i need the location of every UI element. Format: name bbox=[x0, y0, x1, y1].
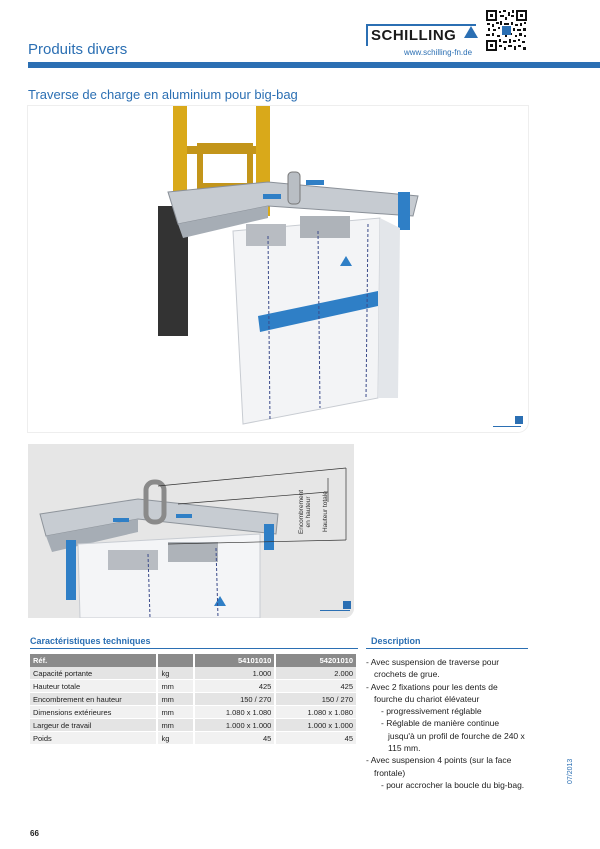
row-value-1: 425 bbox=[194, 680, 276, 693]
specs-heading: Caractéristiques techniques bbox=[30, 636, 151, 646]
row-label: Poids bbox=[30, 732, 157, 745]
list-item: - Avec 2 fixations pour les dents de fourche du chariot élévateur bbox=[366, 681, 498, 704]
list-item: - progressivement réglable bbox=[381, 706, 482, 717]
table-row bbox=[30, 732, 357, 745]
row-value-2: 2.000 bbox=[275, 667, 357, 680]
list-item: - Réglable de manière continue jusqu'à un profil de fourche de 240 x 115 mm. bbox=[381, 718, 525, 754]
col-header-ref: Réf. bbox=[30, 654, 157, 667]
row-unit: mm bbox=[157, 706, 193, 719]
row-label: Largeur de travail bbox=[30, 719, 157, 732]
list-item: - pour accrocher la boucle du big-bag. bbox=[381, 779, 525, 790]
row-value-1: 1.000 x 1.000 bbox=[194, 719, 276, 732]
col-header-unit bbox=[157, 654, 193, 667]
row-value-2: 45 bbox=[275, 732, 357, 745]
row-value-2: 425 bbox=[275, 680, 357, 693]
list-item: - Avec suspension 4 points (sur la face frontale) bbox=[366, 755, 512, 778]
description-heading: Description bbox=[371, 636, 421, 646]
row-label: Hauteur totale bbox=[30, 680, 157, 693]
row-value-1: 45 bbox=[194, 732, 276, 745]
row-unit: mm bbox=[157, 719, 193, 732]
table-row bbox=[30, 719, 357, 732]
row-value-1: 1.000 bbox=[194, 667, 276, 680]
row-value-2: 1.080 x 1.080 bbox=[275, 706, 357, 719]
website-link[interactable]: www.schilling-fn.de bbox=[404, 48, 473, 57]
col-header-54101010: 54101010 bbox=[194, 654, 276, 667]
description-list bbox=[366, 656, 528, 791]
row-value-2: 1.000 x 1.000 bbox=[275, 719, 357, 732]
table-row bbox=[30, 667, 357, 680]
row-unit: kg bbox=[157, 667, 193, 680]
list-item: - Avec suspension de traverse pour crochets de grue. bbox=[366, 657, 500, 680]
table-row bbox=[30, 693, 357, 706]
row-value-1: 150 / 270 bbox=[194, 693, 276, 706]
photo-corner-line bbox=[320, 610, 350, 611]
logo-triangle-icon bbox=[464, 26, 478, 38]
page-number: 66 bbox=[30, 829, 39, 838]
dimension-label-clearance: Encombrement en hauteur bbox=[298, 489, 312, 535]
row-unit: mm bbox=[157, 693, 193, 706]
schilling-logo bbox=[366, 20, 481, 48]
spec-table-header bbox=[30, 654, 357, 667]
table-row bbox=[30, 706, 357, 719]
col-header-54201010: 54201010 bbox=[275, 654, 357, 667]
logo-text-1: SCHIL bbox=[371, 27, 419, 44]
product-photo-forklift bbox=[28, 106, 528, 432]
photo-corner-line bbox=[493, 426, 521, 427]
forklift-bigbag-illustration bbox=[28, 106, 528, 432]
table-row bbox=[30, 680, 357, 693]
row-value-2: 150 / 270 bbox=[275, 693, 357, 706]
row-unit: mm bbox=[157, 680, 193, 693]
specs-rule bbox=[30, 648, 358, 649]
photo-corner-logo-icon bbox=[515, 416, 523, 424]
row-value-1: 1.080 x 1.080 bbox=[194, 706, 276, 719]
product-title: Traverse de charge en aluminium pour big-bag bbox=[28, 87, 298, 102]
spec-table bbox=[30, 654, 358, 745]
dimension-label-total-height: Hauteur totale bbox=[322, 491, 329, 532]
date-stamp: 07/2013 bbox=[567, 758, 574, 784]
row-label: Capacité portante bbox=[30, 667, 157, 680]
header-rule bbox=[28, 62, 600, 68]
section-title: Produits divers bbox=[28, 41, 128, 58]
qr-code-icon[interactable] bbox=[485, 9, 528, 52]
description-rule bbox=[366, 648, 528, 649]
photo-corner-logo-icon bbox=[343, 601, 351, 609]
row-unit: kg bbox=[157, 732, 193, 745]
row-label: Encombrement en hauteur bbox=[30, 693, 157, 706]
row-label: Dimensions extérieures bbox=[30, 706, 157, 719]
logo-wordmark bbox=[371, 27, 456, 44]
product-photo-dimensions bbox=[28, 444, 354, 618]
logo-text-2: LING bbox=[418, 27, 457, 44]
